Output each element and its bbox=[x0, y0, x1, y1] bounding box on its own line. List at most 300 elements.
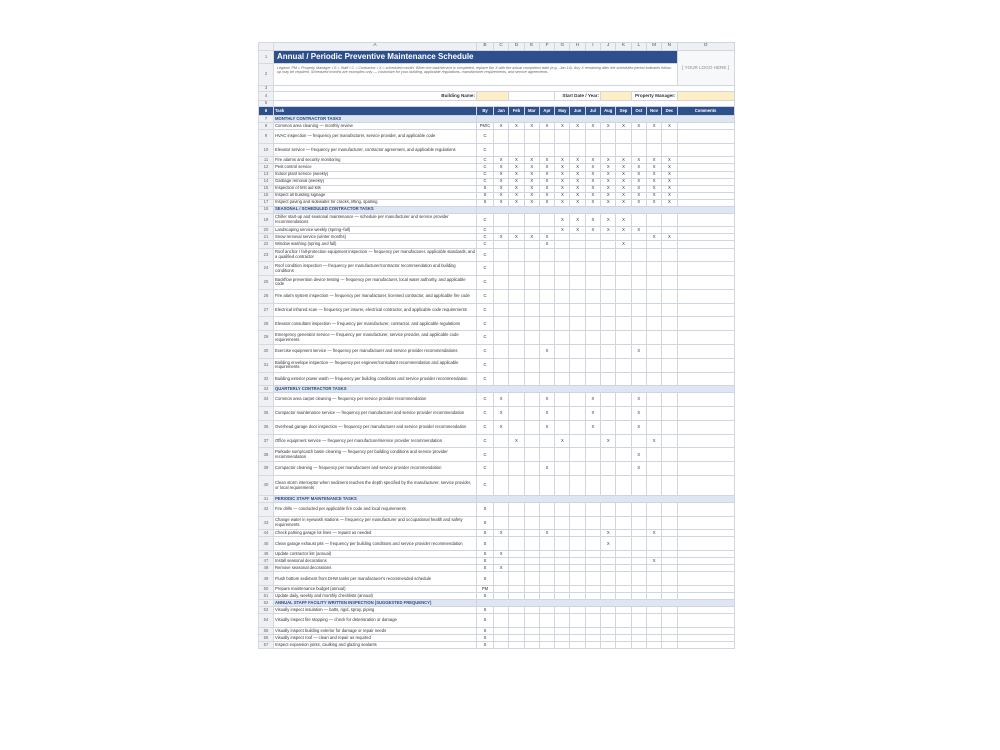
row-number[interactable]: 53 bbox=[259, 607, 274, 614]
month-cell[interactable]: X bbox=[509, 234, 524, 241]
task-cell[interactable]: Fire alarms and security monitoring bbox=[274, 157, 477, 164]
comments-cell[interactable] bbox=[677, 248, 734, 262]
month-cell[interactable] bbox=[524, 434, 539, 448]
month-cell[interactable] bbox=[509, 537, 524, 551]
month-cell[interactable] bbox=[539, 607, 554, 614]
month-cell[interactable] bbox=[662, 248, 677, 262]
by-cell[interactable]: S bbox=[477, 537, 494, 551]
row-number[interactable]: 12 bbox=[259, 164, 274, 171]
month-cell[interactable] bbox=[646, 227, 661, 234]
column-letter[interactable]: E bbox=[524, 43, 539, 51]
month-cell[interactable] bbox=[662, 593, 677, 600]
month-cell[interactable] bbox=[555, 642, 570, 649]
month-cell[interactable] bbox=[509, 372, 524, 386]
month-cell[interactable] bbox=[585, 551, 600, 558]
month-cell[interactable]: X bbox=[646, 122, 661, 129]
month-cell[interactable] bbox=[524, 276, 539, 290]
month-cell[interactable] bbox=[585, 372, 600, 386]
month-cell[interactable] bbox=[570, 434, 585, 448]
month-cell[interactable] bbox=[585, 462, 600, 476]
month-cell[interactable] bbox=[555, 262, 570, 276]
by-cell[interactable]: S bbox=[477, 593, 494, 600]
month-cell[interactable] bbox=[555, 516, 570, 530]
column-letter[interactable]: M bbox=[646, 43, 661, 51]
month-cell[interactable] bbox=[601, 462, 616, 476]
month-cell[interactable] bbox=[509, 642, 524, 649]
task-cell[interactable]: Compactor maintenance service — frequency per manufacturer and service provider recommendation bbox=[274, 407, 477, 421]
month-cell[interactable] bbox=[494, 227, 509, 234]
month-cell[interactable] bbox=[616, 345, 631, 359]
month-cell[interactable] bbox=[555, 372, 570, 386]
month-cell[interactable] bbox=[601, 345, 616, 359]
month-cell[interactable] bbox=[524, 289, 539, 303]
month-cell[interactable] bbox=[631, 317, 646, 331]
month-cell[interactable] bbox=[555, 476, 570, 496]
task-cell[interactable]: Visually inspect insulation — batts, rigid, spray, piping bbox=[274, 607, 477, 614]
month-cell[interactable] bbox=[616, 448, 631, 462]
month-cell[interactable] bbox=[509, 317, 524, 331]
month-cell[interactable] bbox=[570, 393, 585, 407]
month-cell[interactable] bbox=[631, 331, 646, 345]
month-cell[interactable] bbox=[646, 572, 661, 586]
task-cell[interactable]: Install seasonal decorations bbox=[274, 558, 477, 565]
month-cell[interactable] bbox=[555, 129, 570, 143]
month-cell[interactable] bbox=[601, 234, 616, 241]
comments-cell[interactable] bbox=[677, 171, 734, 178]
task-cell[interactable]: Backflow prevention device testing — frequency per manufacturer, local water authority, and applicable code bbox=[274, 276, 477, 290]
month-cell[interactable]: X bbox=[539, 407, 554, 421]
month-cell[interactable] bbox=[509, 502, 524, 516]
month-cell[interactable] bbox=[601, 420, 616, 434]
month-cell[interactable] bbox=[509, 420, 524, 434]
month-cell[interactable] bbox=[509, 593, 524, 600]
month-cell[interactable] bbox=[616, 572, 631, 586]
month-cell[interactable] bbox=[616, 502, 631, 516]
month-cell[interactable] bbox=[646, 276, 661, 290]
month-cell[interactable] bbox=[494, 537, 509, 551]
month-cell[interactable]: X bbox=[570, 199, 585, 206]
comments-cell[interactable] bbox=[677, 213, 734, 227]
month-cell[interactable] bbox=[646, 537, 661, 551]
month-cell[interactable] bbox=[539, 593, 554, 600]
month-cell[interactable] bbox=[524, 614, 539, 628]
month-cell[interactable]: X bbox=[646, 234, 661, 241]
month-cell[interactable]: X bbox=[646, 171, 661, 178]
month-cell[interactable] bbox=[539, 627, 554, 634]
by-cell[interactable]: C bbox=[477, 345, 494, 359]
month-cell[interactable] bbox=[509, 407, 524, 421]
row-number[interactable]: 3 bbox=[259, 86, 274, 92]
month-cell[interactable]: X bbox=[631, 164, 646, 171]
month-cell[interactable] bbox=[494, 462, 509, 476]
month-cell[interactable] bbox=[570, 572, 585, 586]
column-letter[interactable]: F bbox=[539, 43, 554, 51]
month-cell[interactable] bbox=[616, 558, 631, 565]
month-cell[interactable] bbox=[494, 448, 509, 462]
month-cell[interactable] bbox=[631, 303, 646, 317]
month-cell[interactable] bbox=[585, 635, 600, 642]
row-number[interactable]: 36 bbox=[259, 420, 274, 434]
month-cell[interactable]: X bbox=[631, 407, 646, 421]
month-cell[interactable] bbox=[616, 614, 631, 628]
month-cell[interactable] bbox=[662, 607, 677, 614]
month-cell[interactable] bbox=[601, 303, 616, 317]
month-cell[interactable]: X bbox=[539, 462, 554, 476]
month-cell[interactable]: X bbox=[601, 178, 616, 185]
month-cell[interactable] bbox=[585, 234, 600, 241]
month-cell[interactable] bbox=[601, 262, 616, 276]
month-cell[interactable]: X bbox=[539, 420, 554, 434]
month-cell[interactable] bbox=[646, 448, 661, 462]
month-cell[interactable] bbox=[524, 642, 539, 649]
month-cell[interactable] bbox=[662, 303, 677, 317]
month-cell[interactable] bbox=[539, 537, 554, 551]
building-name-input[interactable] bbox=[477, 92, 509, 101]
month-cell[interactable] bbox=[646, 502, 661, 516]
by-cell[interactable]: S bbox=[477, 607, 494, 614]
month-cell[interactable] bbox=[509, 627, 524, 634]
month-cell[interactable] bbox=[631, 593, 646, 600]
month-cell[interactable] bbox=[646, 635, 661, 642]
month-cell[interactable] bbox=[646, 607, 661, 614]
month-cell[interactable] bbox=[601, 586, 616, 593]
month-cell[interactable] bbox=[570, 530, 585, 537]
by-cell[interactable]: C bbox=[477, 289, 494, 303]
comments-cell[interactable] bbox=[677, 627, 734, 634]
month-cell[interactable]: X bbox=[524, 122, 539, 129]
comments-cell[interactable] bbox=[677, 358, 734, 372]
by-cell[interactable]: C bbox=[477, 262, 494, 276]
month-cell[interactable]: X bbox=[494, 393, 509, 407]
month-cell[interactable] bbox=[646, 358, 661, 372]
month-cell[interactable] bbox=[616, 516, 631, 530]
month-cell[interactable]: X bbox=[646, 530, 661, 537]
by-cell[interactable]: S bbox=[477, 572, 494, 586]
month-cell[interactable] bbox=[524, 476, 539, 496]
month-cell[interactable] bbox=[616, 289, 631, 303]
by-cell[interactable]: S bbox=[477, 502, 494, 516]
row-number[interactable]: 30 bbox=[259, 345, 274, 359]
month-cell[interactable] bbox=[585, 476, 600, 496]
comments-cell[interactable] bbox=[677, 164, 734, 171]
comments-cell[interactable] bbox=[677, 276, 734, 290]
month-cell[interactable] bbox=[601, 276, 616, 290]
row-number[interactable]: 45 bbox=[259, 537, 274, 551]
month-cell[interactable] bbox=[509, 248, 524, 262]
month-cell[interactable] bbox=[662, 551, 677, 558]
month-cell[interactable] bbox=[539, 476, 554, 496]
month-cell[interactable]: X bbox=[570, 157, 585, 164]
row-number[interactable]: 33 bbox=[259, 386, 274, 393]
month-cell[interactable] bbox=[570, 448, 585, 462]
by-cell[interactable]: S bbox=[477, 614, 494, 628]
month-cell[interactable] bbox=[524, 143, 539, 157]
comments-cell[interactable] bbox=[677, 372, 734, 386]
month-cell[interactable] bbox=[555, 593, 570, 600]
task-cell[interactable]: Inspection of first aid kits bbox=[274, 185, 477, 192]
month-cell[interactable] bbox=[662, 393, 677, 407]
month-cell[interactable]: X bbox=[494, 199, 509, 206]
comments-cell[interactable] bbox=[677, 420, 734, 434]
month-cell[interactable] bbox=[585, 289, 600, 303]
month-cell[interactable] bbox=[662, 276, 677, 290]
column-letter[interactable]: J bbox=[601, 43, 616, 51]
month-cell[interactable] bbox=[494, 434, 509, 448]
month-cell[interactable] bbox=[601, 502, 616, 516]
month-cell[interactable] bbox=[646, 407, 661, 421]
by-cell[interactable]: S bbox=[477, 635, 494, 642]
month-cell[interactable] bbox=[555, 558, 570, 565]
by-cell[interactable]: S bbox=[477, 551, 494, 558]
month-cell[interactable] bbox=[524, 502, 539, 516]
month-cell[interactable] bbox=[494, 627, 509, 634]
month-cell[interactable] bbox=[616, 276, 631, 290]
by-cell[interactable]: C bbox=[477, 227, 494, 234]
task-cell[interactable]: Electrical infrared scan — frequency per insurer, electrical contractor, and applicable code requirements bbox=[274, 303, 477, 317]
month-cell[interactable] bbox=[616, 565, 631, 572]
month-cell[interactable]: X bbox=[555, 199, 570, 206]
month-cell[interactable] bbox=[601, 241, 616, 248]
month-cell[interactable]: X bbox=[555, 122, 570, 129]
month-cell[interactable] bbox=[539, 502, 554, 516]
task-cell[interactable]: Window washing (spring and fall) bbox=[274, 241, 477, 248]
month-cell[interactable]: X bbox=[646, 434, 661, 448]
comments-cell[interactable] bbox=[677, 178, 734, 185]
month-cell[interactable]: X bbox=[585, 213, 600, 227]
month-cell[interactable]: X bbox=[524, 171, 539, 178]
month-cell[interactable] bbox=[555, 607, 570, 614]
row-number[interactable]: 44 bbox=[259, 530, 274, 537]
month-cell[interactable]: X bbox=[509, 434, 524, 448]
month-cell[interactable] bbox=[585, 303, 600, 317]
task-cell[interactable]: Landscaping service weekly (spring–fall) bbox=[274, 227, 477, 234]
month-cell[interactable]: X bbox=[539, 122, 554, 129]
month-cell[interactable] bbox=[570, 476, 585, 496]
month-cell[interactable] bbox=[524, 516, 539, 530]
month-cell[interactable]: X bbox=[494, 551, 509, 558]
comments-cell[interactable] bbox=[677, 227, 734, 234]
row-number[interactable]: 35 bbox=[259, 407, 274, 421]
month-cell[interactable] bbox=[662, 537, 677, 551]
month-cell[interactable] bbox=[570, 642, 585, 649]
month-cell[interactable] bbox=[555, 627, 570, 634]
month-cell[interactable] bbox=[646, 551, 661, 558]
month-cell[interactable] bbox=[555, 241, 570, 248]
month-cell[interactable]: X bbox=[494, 171, 509, 178]
month-cell[interactable] bbox=[509, 289, 524, 303]
by-cell[interactable]: C bbox=[477, 178, 494, 185]
month-cell[interactable] bbox=[662, 516, 677, 530]
month-cell[interactable] bbox=[631, 607, 646, 614]
month-cell[interactable] bbox=[494, 345, 509, 359]
row-number[interactable]: 8 bbox=[259, 122, 274, 129]
column-letter[interactable]: K bbox=[616, 43, 631, 51]
month-cell[interactable]: X bbox=[585, 164, 600, 171]
column-letter[interactable]: N bbox=[662, 43, 677, 51]
month-cell[interactable] bbox=[601, 551, 616, 558]
month-cell[interactable] bbox=[585, 448, 600, 462]
month-cell[interactable] bbox=[646, 393, 661, 407]
month-cell[interactable] bbox=[555, 345, 570, 359]
month-cell[interactable] bbox=[555, 462, 570, 476]
month-cell[interactable] bbox=[539, 213, 554, 227]
row-number[interactable]: 13 bbox=[259, 171, 274, 178]
task-cell[interactable]: Emergency generator service — frequency per manufacturer, service provider, and applicable code requirements bbox=[274, 331, 477, 345]
month-cell[interactable] bbox=[494, 572, 509, 586]
month-cell[interactable] bbox=[570, 502, 585, 516]
month-cell[interactable]: X bbox=[616, 192, 631, 199]
month-cell[interactable]: X bbox=[539, 192, 554, 199]
row-number[interactable]: 1 bbox=[259, 51, 274, 64]
task-cell[interactable]: Remove seasonal decorations bbox=[274, 565, 477, 572]
month-cell[interactable]: X bbox=[646, 185, 661, 192]
month-cell[interactable]: X bbox=[601, 185, 616, 192]
month-cell[interactable] bbox=[570, 358, 585, 372]
month-cell[interactable]: X bbox=[570, 227, 585, 234]
task-cell[interactable]: Building exterior power wash — frequency per building conditions and service provider recommendation bbox=[274, 372, 477, 386]
month-cell[interactable]: X bbox=[631, 227, 646, 234]
month-cell[interactable]: X bbox=[494, 407, 509, 421]
month-cell[interactable]: X bbox=[509, 199, 524, 206]
month-cell[interactable] bbox=[646, 593, 661, 600]
property-manager-input[interactable] bbox=[677, 92, 734, 101]
row-number[interactable]: 31 bbox=[259, 358, 274, 372]
month-cell[interactable]: X bbox=[662, 192, 677, 199]
month-cell[interactable] bbox=[524, 227, 539, 234]
month-cell[interactable] bbox=[601, 572, 616, 586]
month-cell[interactable] bbox=[570, 241, 585, 248]
month-cell[interactable]: X bbox=[539, 171, 554, 178]
month-cell[interactable] bbox=[585, 129, 600, 143]
row-number[interactable]: 17 bbox=[259, 199, 274, 206]
month-cell[interactable] bbox=[646, 614, 661, 628]
comments-cell[interactable] bbox=[677, 192, 734, 199]
month-cell[interactable]: X bbox=[585, 420, 600, 434]
comments-cell[interactable] bbox=[677, 476, 734, 496]
by-cell[interactable]: S bbox=[477, 516, 494, 530]
month-cell[interactable] bbox=[616, 331, 631, 345]
by-cell[interactable]: S bbox=[477, 565, 494, 572]
row-number[interactable]: 49 bbox=[259, 572, 274, 586]
task-cell[interactable]: HVAC inspection — frequency per manufacturer, service provider, and applicable code bbox=[274, 129, 477, 143]
month-cell[interactable]: X bbox=[662, 185, 677, 192]
month-cell[interactable] bbox=[585, 276, 600, 290]
month-cell[interactable] bbox=[585, 331, 600, 345]
month-cell[interactable]: X bbox=[616, 213, 631, 227]
month-cell[interactable] bbox=[646, 241, 661, 248]
row-number[interactable]: 14 bbox=[259, 178, 274, 185]
row-number[interactable]: 39 bbox=[259, 462, 274, 476]
month-cell[interactable]: X bbox=[631, 393, 646, 407]
month-cell[interactable] bbox=[539, 614, 554, 628]
task-cell[interactable]: Roof anchor / fall-protection equipment inspection — frequency per manufacturer, applicable standards, and a qualified contractor bbox=[274, 248, 477, 262]
month-cell[interactable] bbox=[601, 607, 616, 614]
month-cell[interactable] bbox=[539, 227, 554, 234]
month-cell[interactable]: X bbox=[646, 199, 661, 206]
month-cell[interactable]: X bbox=[631, 185, 646, 192]
month-cell[interactable]: X bbox=[555, 185, 570, 192]
comments-cell[interactable] bbox=[677, 303, 734, 317]
task-cell[interactable]: Inspect all building signage bbox=[274, 192, 477, 199]
by-cell[interactable]: S bbox=[477, 199, 494, 206]
month-cell[interactable]: X bbox=[555, 227, 570, 234]
month-cell[interactable]: X bbox=[585, 393, 600, 407]
month-cell[interactable] bbox=[585, 614, 600, 628]
month-cell[interactable] bbox=[524, 635, 539, 642]
row-number[interactable]: 4 bbox=[259, 92, 274, 101]
month-cell[interactable] bbox=[662, 635, 677, 642]
task-cell[interactable]: Pest control service bbox=[274, 164, 477, 171]
month-cell[interactable] bbox=[555, 317, 570, 331]
row-number[interactable]: 23 bbox=[259, 248, 274, 262]
row-number[interactable]: 47 bbox=[259, 558, 274, 565]
month-cell[interactable] bbox=[570, 635, 585, 642]
task-cell[interactable]: Office equipment service — frequency per manufacturer/service provider recommendation bbox=[274, 434, 477, 448]
task-cell[interactable]: Exercise equipment service — frequency per manufacturer and service provider recommendations bbox=[274, 345, 477, 359]
month-cell[interactable]: X bbox=[509, 192, 524, 199]
column-letter[interactable]: L bbox=[631, 43, 646, 51]
month-cell[interactable] bbox=[585, 627, 600, 634]
month-cell[interactable] bbox=[662, 345, 677, 359]
by-cell[interactable]: C bbox=[477, 407, 494, 421]
comments-cell[interactable] bbox=[677, 185, 734, 192]
month-cell[interactable]: X bbox=[585, 157, 600, 164]
month-cell[interactable]: X bbox=[524, 192, 539, 199]
month-cell[interactable] bbox=[524, 627, 539, 634]
comments-cell[interactable] bbox=[677, 317, 734, 331]
month-cell[interactable] bbox=[509, 586, 524, 593]
month-cell[interactable] bbox=[631, 129, 646, 143]
month-cell[interactable] bbox=[524, 345, 539, 359]
month-cell[interactable]: X bbox=[631, 420, 646, 434]
row-number[interactable]: 34 bbox=[259, 393, 274, 407]
month-cell[interactable]: X bbox=[539, 164, 554, 171]
month-cell[interactable]: X bbox=[631, 448, 646, 462]
by-cell[interactable]: C bbox=[477, 303, 494, 317]
month-cell[interactable] bbox=[509, 462, 524, 476]
month-cell[interactable]: X bbox=[570, 178, 585, 185]
month-cell[interactable] bbox=[509, 558, 524, 565]
month-cell[interactable] bbox=[570, 262, 585, 276]
month-cell[interactable]: X bbox=[494, 122, 509, 129]
comments-cell[interactable] bbox=[677, 462, 734, 476]
month-cell[interactable] bbox=[662, 558, 677, 565]
month-cell[interactable] bbox=[646, 248, 661, 262]
month-cell[interactable] bbox=[662, 289, 677, 303]
month-cell[interactable] bbox=[555, 572, 570, 586]
month-cell[interactable]: X bbox=[631, 122, 646, 129]
logo-placeholder[interactable]: [ YOUR LOGO HERE ] bbox=[677, 51, 734, 86]
month-cell[interactable] bbox=[509, 551, 524, 558]
month-cell[interactable] bbox=[631, 262, 646, 276]
row-number[interactable]: 42 bbox=[259, 502, 274, 516]
by-cell[interactable]: C bbox=[477, 213, 494, 227]
month-cell[interactable]: X bbox=[509, 185, 524, 192]
month-cell[interactable] bbox=[662, 372, 677, 386]
month-cell[interactable] bbox=[616, 551, 631, 558]
row-number[interactable]: 51 bbox=[259, 593, 274, 600]
month-cell[interactable] bbox=[585, 317, 600, 331]
month-cell[interactable] bbox=[601, 448, 616, 462]
month-cell[interactable]: X bbox=[646, 558, 661, 565]
month-cell[interactable]: X bbox=[524, 157, 539, 164]
month-cell[interactable] bbox=[524, 393, 539, 407]
month-cell[interactable]: X bbox=[631, 345, 646, 359]
month-cell[interactable] bbox=[555, 502, 570, 516]
month-cell[interactable] bbox=[662, 331, 677, 345]
month-cell[interactable] bbox=[494, 614, 509, 628]
column-letter[interactable]: O bbox=[677, 43, 734, 51]
